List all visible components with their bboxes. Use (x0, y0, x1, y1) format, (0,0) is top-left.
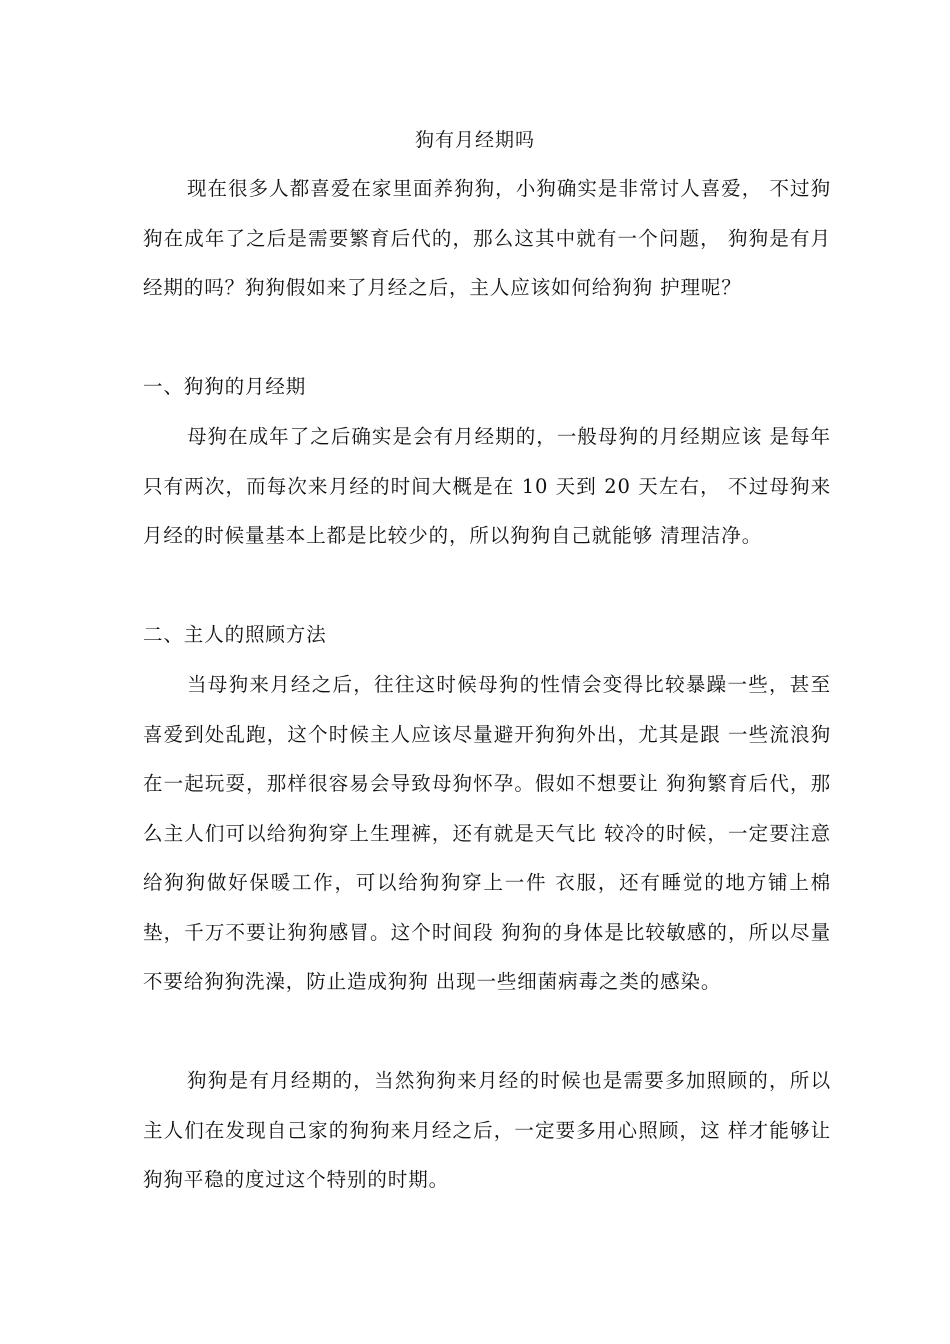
section-body-care-methods: 当母狗来月经之后，往往这时候母狗的性情会变得比较暴躁一些，甚至喜爱到处乱跑，这个时候主人应该尽量避开狗狗外出，尤其是跟 一些流浪狗在一起玩耍，那样很容易会导致母狗怀孕。假如不想要让 狗狗繁育后代，那么主人们可以给狗狗穿上生理裤，还有就是天气比 较冷的时候，一定要注意给狗狗做好保暖工作，可以给狗狗穿上一件 衣服，还有睡觉的地方铺上棉垫，千万不要让狗狗感冒。这个时间段 狗狗的身体是比较敏感的，所以尽量不要给狗狗洗澡，防止造成狗狗 出现一些细菌病毒之类的感染。 (143, 673, 831, 993)
conclusion-paragraph: 狗狗是有月经期的，当然狗狗来月经的时候也是需要多加照顾的，所以主人们在发现自己家的狗狗来月经之后，一定要多用心照顾，这 样才能够让狗狗平稳的度过这个特别的时期。 (143, 1069, 831, 1191)
section-heading-care-methods: 二、主人的照顾方法 (143, 623, 327, 646)
section-body-menstrual-period: 母狗在成年了之后确实是会有月经期的，一般母狗的月经期应该 是每年只有两次，而每次来月经的时间大概是在 10 天到 20 天左右， 不过母狗来月经的时候量基本上都是比较少的，所以狗狗自己就能够 清理洁净。 (143, 425, 831, 547)
document-title: 狗有月经期吗 (414, 129, 535, 151)
intro-paragraph: 现在很多人都喜爱在家里面养狗狗，小狗确实是非常讨人喜爱， 不过狗狗在成年了之后是需要繁育后代的，那么这其中就有一个问题， 狗狗是有月经期的吗？狗狗假如来了月经之后，主人应该如何给狗狗 护理呢？ (143, 177, 831, 299)
section-heading-menstrual-period: 一、狗狗的月经期 (143, 375, 307, 398)
